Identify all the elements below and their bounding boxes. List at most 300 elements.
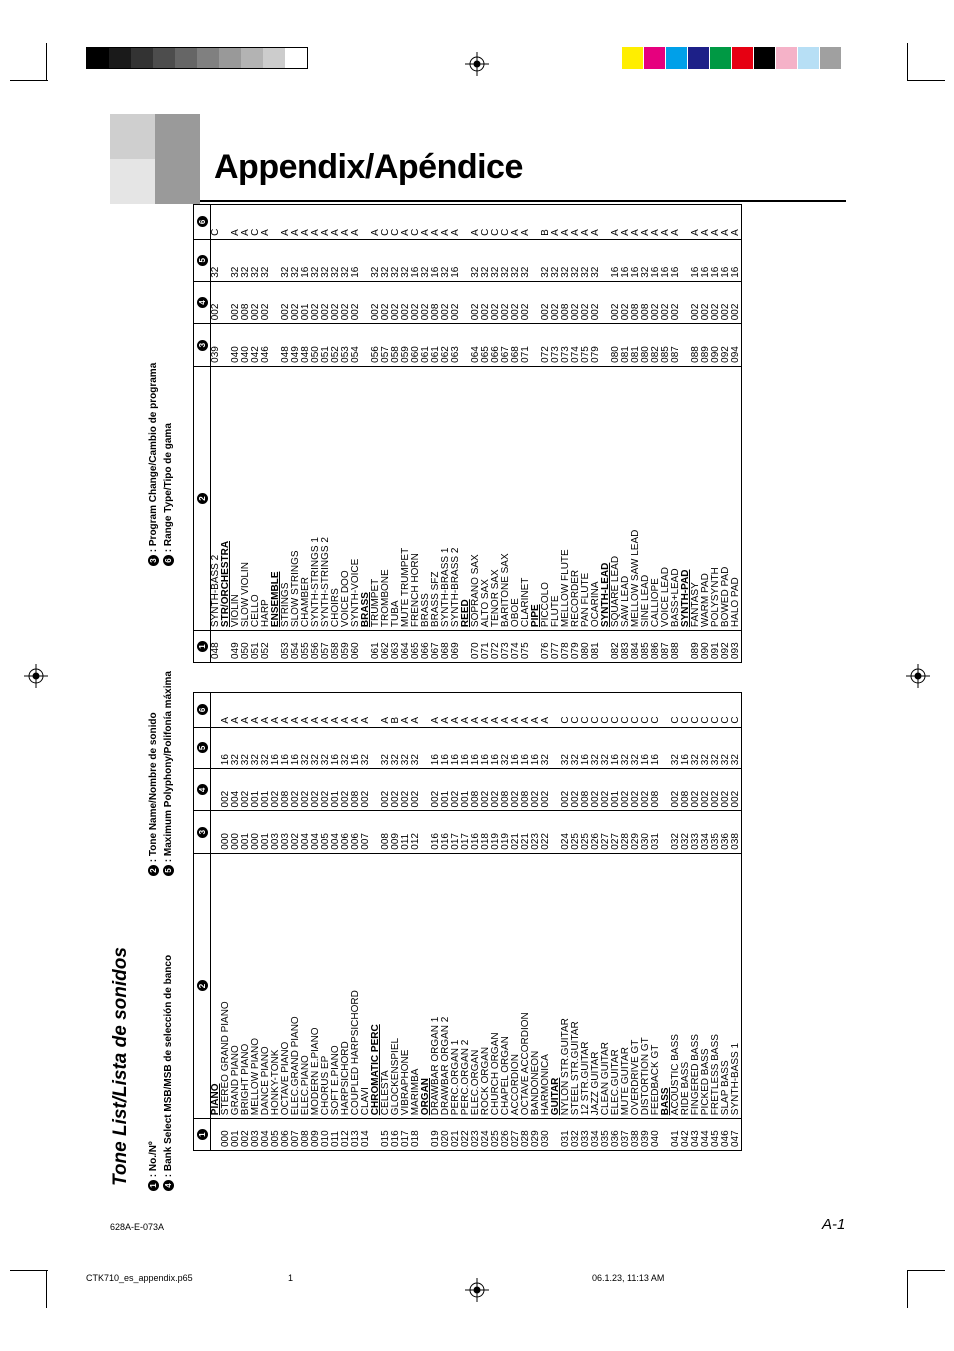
cell-range: B (391, 693, 401, 728)
cell-number: 014 (361, 1119, 371, 1151)
cell-polyphony: 16 (691, 239, 701, 281)
cell-polyphony: 32 (251, 727, 261, 769)
cell-polyphony: 32 (621, 727, 631, 769)
cell-number: 088 (671, 631, 681, 663)
cell-bank-msb: 002 (671, 769, 681, 811)
cell-number: 053 (281, 631, 291, 663)
cell-number: 085 (641, 631, 651, 663)
cell-polyphony: 16 (641, 727, 651, 769)
footer-sheet: 1 (288, 1273, 294, 1283)
cell-bank-msb: 002 (431, 769, 441, 811)
cell-program: 062 (441, 324, 451, 367)
cell-range: A (621, 205, 631, 240)
cell-tone-name: SYNTH-BRASS 1 (441, 366, 451, 630)
column-header (194, 727, 211, 769)
cell-bank-msb: 002 (341, 769, 351, 811)
cell-tone-name: SYNTH-VOICE (351, 366, 361, 630)
cell-bank-msb: 002 (731, 769, 742, 811)
cell-bank-msb: 002 (531, 769, 541, 811)
cell-range: C (611, 693, 621, 728)
column-header-circle: 4 (197, 297, 208, 308)
cell-polyphony: 16 (351, 727, 361, 769)
cell-tone-name: PICCOLO (541, 366, 551, 630)
cell-number: 015 (381, 1119, 391, 1151)
cell-bank-msb: 008 (501, 769, 511, 811)
cell-program: 060 (411, 324, 421, 367)
cell-tone-name: CLAVI (361, 853, 371, 1118)
cell-tone-name: BRASS (421, 366, 431, 630)
cell-bank-msb: 002 (471, 281, 481, 324)
cell-bank-msb: 002 (511, 281, 521, 324)
cell-range: A (471, 205, 481, 240)
cell-bank-msb: 002 (421, 281, 431, 324)
cell-tone-name: STRINGS (281, 366, 291, 630)
cell-number: 072 (491, 631, 501, 663)
cell-polyphony: 32 (701, 727, 711, 769)
cell-tone-name: BOWED PAD (721, 366, 731, 630)
cell-tone-name: CHURCH ORGAN (491, 853, 501, 1118)
cell-number: 070 (471, 631, 481, 663)
cell-range: A (701, 205, 711, 240)
cell-tone-name: FEEDBACK GT (651, 853, 661, 1118)
cell-bank-msb: 002 (501, 281, 511, 324)
cell-bank-msb: 002 (381, 769, 391, 811)
cell-polyphony: 32 (481, 239, 491, 281)
cell-range: C (681, 693, 691, 728)
cell-number: 037 (621, 1119, 631, 1151)
cell-polyphony: 32 (411, 727, 421, 769)
cell-number: 022 (461, 1119, 471, 1151)
cell-program: 081 (631, 324, 641, 367)
cell-bank-msb: 002 (371, 281, 381, 324)
cell-program: 029 (631, 811, 641, 853)
cell-polyphony: 16 (281, 727, 291, 769)
cell-range: C (731, 693, 742, 728)
cell-bank-msb: 002 (291, 281, 301, 324)
cell-tone-name: HARPSICHORD (341, 853, 351, 1118)
cell-range: A (481, 693, 491, 728)
cell-range: A (431, 693, 441, 728)
cell-program: 036 (721, 811, 731, 853)
cell-tone-name: BRASS (361, 366, 371, 630)
cell-number: 061 (371, 631, 381, 663)
cell-tone-name: ACCORDION (511, 853, 521, 1118)
cell-tone-name: CELESTA (381, 853, 391, 1118)
column-header (194, 811, 211, 853)
cell-polyphony: 32 (581, 239, 591, 281)
cell-range: A (301, 693, 311, 728)
cell-number: 087 (661, 631, 671, 663)
cell-program: 061 (431, 324, 441, 367)
cell-bank-msb: 002 (481, 281, 491, 324)
cell-program: 090 (711, 324, 721, 367)
cell-polyphony: 32 (321, 727, 331, 769)
cell-tone-name: ALTO SAX (481, 366, 491, 630)
cell-bank-msb: 002 (491, 281, 501, 324)
cell-program: 022 (541, 811, 551, 853)
table-row (451, 205, 461, 663)
cell-polyphony: 16 (351, 239, 361, 281)
cell-range: A (341, 205, 351, 240)
cell-bank-msb: 002 (321, 281, 331, 324)
table-row (521, 205, 531, 663)
cell-polyphony: 32 (361, 727, 371, 769)
cell-tone-name: TROMBONE (381, 366, 391, 630)
column-header-circle: 4 (197, 784, 208, 795)
cell-range: A (561, 205, 571, 240)
cell-range: A (721, 205, 731, 240)
cell-range: C (651, 693, 661, 728)
cell-polyphony: 32 (301, 727, 311, 769)
footer-date: 06.1.23, 11:13 AM (592, 1273, 665, 1283)
cell-polyphony: 32 (551, 239, 561, 281)
cell-range: A (311, 205, 321, 240)
cell-range: A (231, 693, 241, 728)
cell-bank-msb: 001 (251, 769, 261, 811)
cell-tone-name: SINE LEAD (641, 366, 651, 630)
cell-polyphony: 16 (451, 239, 461, 281)
cell-bank-msb: 002 (591, 769, 601, 811)
cell-tone-name: VOICE DOO (341, 366, 351, 630)
cell-bank-msb: 002 (621, 769, 631, 811)
cell-number: 063 (391, 631, 401, 663)
cell-tone-name: MUTE GUITAR (621, 853, 631, 1118)
cell-polyphony: 32 (241, 727, 251, 769)
cell-bank-msb: 002 (381, 281, 391, 324)
cell-tone-name: ELEC.ORGAN (471, 853, 481, 1118)
cell-bank-msb: 002 (721, 769, 731, 811)
cell-program: 042 (251, 324, 261, 367)
cell-program: 017 (461, 811, 471, 853)
cell-polyphony: 16 (461, 727, 471, 769)
cell-polyphony: 32 (211, 239, 222, 281)
cell-bank-msb: 002 (341, 281, 351, 324)
cell-polyphony: 16 (521, 727, 531, 769)
cell-number: 050 (241, 631, 251, 663)
cell-bank-msb: 002 (571, 769, 581, 811)
cell-range: C (621, 693, 631, 728)
cell-bank-msb: 002 (401, 281, 411, 324)
cell-range: A (641, 205, 651, 240)
cell-range: A (291, 693, 301, 728)
column-header (194, 366, 211, 630)
cell-program: 066 (491, 324, 501, 367)
cell-number: 003 (251, 1119, 261, 1151)
cell-number: 004 (261, 1119, 271, 1151)
cell-bank-msb: 002 (701, 281, 711, 324)
cell-bank-msb: 008 (241, 281, 251, 324)
cell-bank-msb: 002 (281, 281, 291, 324)
cell-tone-name: PAN FLUTE (581, 366, 591, 630)
cell-tone-name: DANCE PIANO (261, 853, 271, 1118)
table-header (194, 205, 211, 663)
cell-bank-msb: 008 (651, 769, 661, 811)
cell-range: A (611, 205, 621, 240)
cell-polyphony: 16 (291, 727, 301, 769)
cell-program: 019 (491, 811, 501, 853)
cell-bank-msb: 002 (311, 281, 321, 324)
cell-number: 078 (561, 631, 571, 663)
column-header-circle: 1 (197, 641, 208, 652)
cell-polyphony: 16 (491, 727, 501, 769)
legend-col4: 4 : Bank Select MSB/MSB de selección de banco (163, 955, 174, 1191)
cell-program: 081 (621, 324, 631, 367)
cell-range: A (301, 205, 311, 240)
cell-program: 064 (471, 324, 481, 367)
cell-number: 043 (691, 1119, 701, 1151)
cell-tone-name: MELLOW SAW LEAD (631, 366, 641, 630)
cell-program: 094 (731, 324, 742, 367)
cell-bank-msb: 002 (451, 769, 461, 811)
cell-bank-msb: 002 (231, 281, 241, 324)
cell-bank-msb: 002 (271, 769, 281, 811)
cell-bank-msb: 002 (331, 281, 341, 324)
cell-tone-name: HARMONICA (541, 853, 551, 1118)
cell-program: 007 (361, 811, 371, 853)
cell-range: A (511, 205, 521, 240)
cell-bank-msb: 002 (261, 281, 271, 324)
cell-bank-msb: 008 (631, 281, 641, 324)
cell-bank-msb: 002 (711, 769, 721, 811)
cell-program: 002 (291, 811, 301, 853)
cell-range: A (441, 693, 451, 728)
cell-tone-name: FINGERED BASS (691, 853, 701, 1118)
cell-polyphony: 16 (651, 727, 661, 769)
cell-program: 088 (691, 324, 701, 367)
cell-range: A (261, 205, 271, 240)
cell-tone-name: PERC.ORGAN 2 (461, 853, 471, 1118)
cell-range: C (251, 205, 261, 240)
cell-number: 038 (631, 1119, 641, 1151)
cell-range: B (541, 205, 551, 240)
cell-tone-name: MUTE TRUMPET (401, 366, 411, 630)
cell-program: 058 (391, 324, 401, 367)
cell-range: C (391, 205, 401, 240)
cell-program: 080 (611, 324, 621, 367)
cell-program: 074 (571, 324, 581, 367)
cell-polyphony: 16 (431, 727, 441, 769)
cell-bank-msb: 002 (561, 769, 571, 811)
cell-tone-name: TENOR SAX (491, 366, 501, 630)
cell-tone-name: BANDONEON (531, 853, 541, 1118)
cell-bank-msb: 002 (701, 769, 711, 811)
cell-tone-name: SYNTH-PAD (681, 366, 691, 630)
cell-program: 030 (641, 811, 651, 853)
cell-polyphony: 16 (631, 239, 641, 281)
cell-bank-msb: 002 (521, 281, 531, 324)
cell-polyphony: 16 (271, 727, 281, 769)
cell-bank-msb: 002 (641, 769, 651, 811)
cell-program: 001 (261, 811, 271, 853)
cell-program: 049 (291, 324, 301, 367)
cell-program: 092 (721, 324, 731, 367)
cell-tone-name: OVERDRIVE GT (631, 853, 641, 1118)
cell-program: 075 (581, 324, 591, 367)
cell-number: 079 (571, 631, 581, 663)
cell-polyphony: 16 (621, 239, 631, 281)
cell-number: 077 (551, 631, 561, 663)
cell-tone-name: MARIMBA (411, 853, 421, 1118)
cell-range: A (711, 205, 721, 240)
cell-number: 039 (641, 1119, 651, 1151)
column-header (194, 631, 211, 663)
cell-program: 003 (271, 811, 281, 853)
circle-number: 3 (148, 555, 159, 566)
cell-number: 036 (611, 1119, 621, 1151)
cell-tone-name: HONKY-TONK (271, 853, 281, 1118)
cell-bank-msb: 002 (481, 769, 491, 811)
cell-bank-msb: 001 (261, 769, 271, 811)
cell-bank-msb: 002 (731, 281, 742, 324)
cell-bank-msb: 002 (321, 769, 331, 811)
cell-program: 087 (671, 324, 681, 367)
column-header (194, 853, 211, 1118)
cell-number: 040 (651, 1119, 661, 1151)
cell-tone-name: CHOIRS (331, 366, 341, 630)
cell-number: 021 (451, 1119, 461, 1151)
cell-tone-name: ENSEMBLE (271, 366, 281, 630)
cell-number: 069 (451, 631, 461, 663)
cell-number: 071 (481, 631, 491, 663)
cell-range: A (221, 693, 231, 728)
cell-tone-name: FRETLESS BASS (711, 853, 721, 1118)
cell-tone-name: SAW LEAD (621, 366, 631, 630)
cell-program: 004 (331, 811, 341, 853)
cell-number: 074 (511, 631, 521, 663)
cell-polyphony: 16 (471, 727, 481, 769)
cell-range: A (371, 205, 381, 240)
cell-bank-msb: 002 (621, 281, 631, 324)
cell-program: 067 (501, 324, 511, 367)
cell-tone-name: REED (461, 366, 471, 630)
cell-polyphony: 32 (311, 727, 321, 769)
cell-tone-name: SLOW STRINGS (291, 366, 301, 630)
cell-range: C (691, 693, 701, 728)
cell-number: 017 (401, 1119, 411, 1151)
cell-polyphony: 32 (561, 239, 571, 281)
cell-tone-name: PIPE (531, 366, 541, 630)
cell-range: A (491, 693, 501, 728)
cell-polyphony: 16 (221, 727, 231, 769)
cell-program: 005 (321, 811, 331, 853)
cell-range: C (501, 205, 511, 240)
cell-tone-name: CALLIOPE (651, 366, 661, 630)
cell-program: 027 (601, 811, 611, 853)
cell-polyphony: 32 (251, 239, 261, 281)
cell-tone-name: CHROMATIC PERC (371, 853, 381, 1118)
cell-bank-msb: 002 (251, 281, 261, 324)
cell-polyphony: 16 (661, 239, 671, 281)
cell-number: 046 (721, 1119, 731, 1151)
cell-polyphony: 16 (671, 239, 681, 281)
cell-range: A (661, 205, 671, 240)
column-header-circle: 6 (197, 704, 208, 715)
cell-number: 001 (231, 1119, 241, 1151)
cell-bank-msb: 008 (431, 281, 441, 324)
cell-bank-msb: 002 (721, 281, 731, 324)
cell-range: A (571, 205, 581, 240)
cell-tone-name: STEEL STR.GUITAR (571, 853, 581, 1118)
footer-file: CTK710_es_appendix.p65 (86, 1273, 193, 1283)
column-header (194, 205, 211, 240)
cell-bank-msb: 002 (401, 769, 411, 811)
cell-number: 049 (231, 631, 241, 663)
cell-polyphony: 16 (411, 239, 421, 281)
cell-polyphony: 16 (611, 727, 621, 769)
cell-tone-name: FANTASY (691, 366, 701, 630)
cell-program: 019 (501, 811, 511, 853)
cell-number: 080 (581, 631, 591, 663)
cell-number: 059 (341, 631, 351, 663)
table-row (651, 693, 661, 1151)
cell-tone-name: COUPLED HARPSICHORD (351, 853, 361, 1118)
doc-code: 628A-E-073A (110, 1222, 165, 1232)
cell-number: 047 (731, 1119, 742, 1151)
cell-program: 012 (411, 811, 421, 853)
cell-bank-msb: 001 (441, 769, 451, 811)
cell-tone-name: CHAMBER (301, 366, 311, 630)
cell-tone-name: BASS (661, 853, 671, 1118)
cell-tone-name: ELEC.PIANO (301, 853, 311, 1118)
cell-program: 033 (691, 811, 701, 853)
cell-number: 062 (381, 631, 391, 663)
cell-tone-name: VIBRAPHONE (401, 853, 411, 1118)
cell-program: 000 (221, 811, 231, 853)
cell-program: 016 (431, 811, 441, 853)
cell-range: A (651, 205, 661, 240)
cell-bank-msb: 002 (451, 281, 461, 324)
cell-tone-name: BRIGHT PIANO (241, 853, 251, 1118)
cell-range: A (411, 693, 421, 728)
cell-polyphony: 32 (291, 239, 301, 281)
cell-tone-name: RIDE BASS (681, 853, 691, 1118)
column-header-circle: 3 (197, 340, 208, 351)
cell-range: A (731, 205, 742, 240)
cell-polyphony: 32 (281, 239, 291, 281)
cell-program: 061 (421, 324, 431, 367)
cell-program: 040 (231, 324, 241, 367)
cell-tone-name: POLYSYNTH (711, 366, 721, 630)
cell-range: A (421, 205, 431, 240)
cell-bank-msb: 002 (711, 281, 721, 324)
column-header-circle: 2 (197, 493, 208, 504)
cell-range: A (441, 205, 451, 240)
cell-number: 065 (411, 631, 421, 663)
cell-number: 084 (631, 631, 641, 663)
circle-number: 2 (148, 865, 159, 876)
cell-polyphony: 32 (541, 239, 551, 281)
cell-tone-name: OBOE (511, 366, 521, 630)
cell-number: 083 (621, 631, 631, 663)
cell-tone-name: CHAPEL ORGAN (501, 853, 511, 1118)
cell-bank-msb: 008 (681, 769, 691, 811)
cell-tone-name: BARITONE SAX (501, 366, 511, 630)
cell-polyphony: 32 (261, 727, 271, 769)
cell-bank-msb: 001 (461, 769, 471, 811)
cell-number: 033 (581, 1119, 591, 1151)
cell-polyphony: 32 (231, 239, 241, 281)
cell-number: 019 (431, 1119, 441, 1151)
cell-number: 016 (391, 1119, 401, 1151)
cell-program: 011 (401, 811, 411, 853)
table-header (194, 693, 211, 1151)
cell-range: A (541, 693, 551, 728)
cell-tone-name: OCTAVE ACCORDION (521, 853, 531, 1118)
cell-number: 023 (471, 1119, 481, 1151)
table-row (731, 693, 742, 1151)
cell-range: C (711, 693, 721, 728)
cell-polyphony: 16 (481, 727, 491, 769)
